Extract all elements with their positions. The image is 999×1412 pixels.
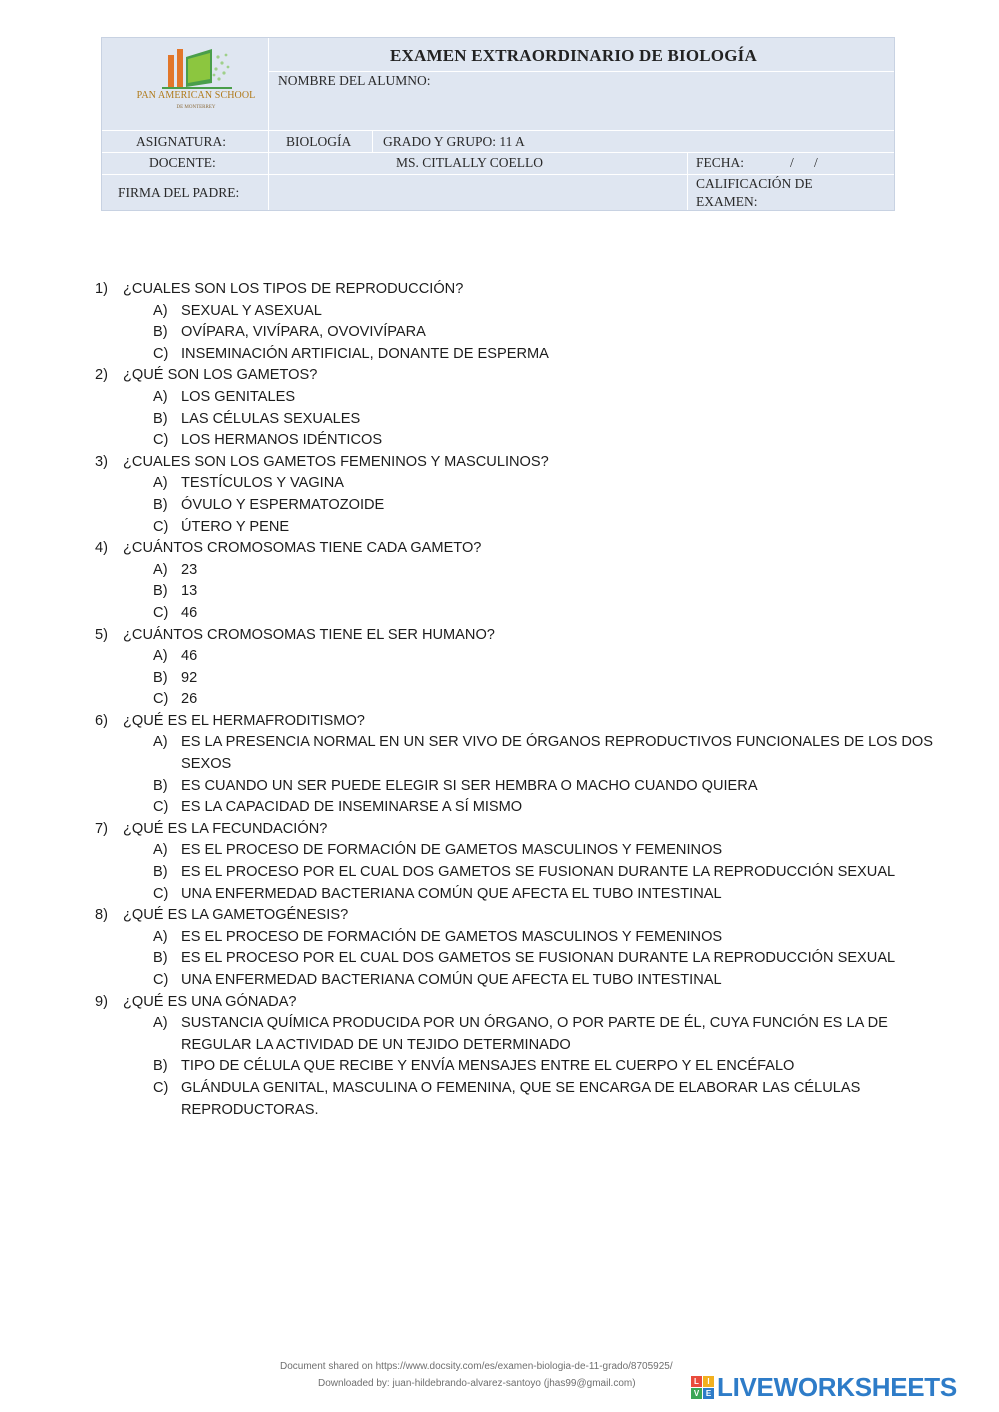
option-text: 92 — [181, 669, 198, 686]
shared-notice: Document shared on https://www.docsity.com/es/examen-biologia-de-11-grado/8705925/ — [280, 1361, 673, 1372]
answer-option[interactable] — [95, 689, 935, 711]
option-letter: C) — [153, 345, 169, 362]
option-letter: B) — [153, 864, 168, 881]
option-text: UNA ENFERMEDAD BACTERIANA COMÚN QUE AFECTA EL TUBO INTESTINAL — [181, 885, 722, 902]
option-letter: B) — [153, 583, 168, 600]
school-logo-subtext: DE MONTERREY — [176, 105, 216, 110]
question-5 — [95, 625, 935, 647]
answer-option[interactable] — [95, 732, 935, 775]
divider — [102, 152, 894, 153]
option-letter: A) — [153, 561, 168, 578]
answer-option[interactable] — [95, 884, 935, 906]
school-logo-text: PAN AMERICAN SCHOOL — [136, 90, 256, 101]
divider — [372, 130, 373, 152]
option-letter: A) — [153, 302, 168, 319]
option-letter: C) — [153, 1079, 169, 1096]
option-text: INSEMINACIÓN ARTIFICIAL, DONANTE DE ESPERMA — [181, 345, 549, 362]
answer-option[interactable] — [95, 970, 935, 992]
brand-tile: V — [691, 1388, 702, 1399]
option-letter: A) — [153, 842, 168, 859]
answer-option[interactable] — [95, 387, 935, 409]
question-text: ¿CUÁNTOS CROMOSOMAS TIENE CADA GAMETO? — [123, 540, 482, 557]
question-7 — [95, 819, 935, 841]
teacher-value: MS. CITLALLY COELLO — [396, 155, 544, 170]
option-letter: A) — [153, 475, 168, 492]
question-8 — [95, 905, 935, 927]
answer-option[interactable] — [95, 581, 935, 603]
answer-option[interactable] — [95, 1056, 935, 1078]
answer-option[interactable] — [95, 473, 935, 495]
answer-option[interactable] — [95, 430, 935, 452]
divider — [102, 130, 894, 131]
answer-option[interactable] — [95, 322, 935, 344]
answer-option[interactable] — [95, 344, 935, 366]
question-list — [95, 279, 935, 1121]
option-text: SEXUAL Y ASEXUAL — [181, 302, 322, 319]
liveworksheets-logo — [691, 1371, 957, 1403]
option-text: 23 — [181, 561, 198, 578]
option-text: 13 — [181, 583, 198, 600]
answer-option[interactable] — [95, 840, 935, 862]
question-number: 2) — [95, 367, 108, 384]
option-text: LOS GENITALES — [181, 388, 296, 405]
answer-option[interactable] — [95, 646, 935, 668]
exam-title: EXAMEN EXTRAORDINARIO DE BIOLOGÍA — [390, 46, 757, 65]
option-text: SUSTANCIA QUÍMICA PRODUCIDA POR UN ÓRGANO, O POR PARTE DE ÉL, CUYA FUNCIÓN ES LA DE REGULAR LA ACTIVIDAD DE UN TEJIDO DETERMINADO — [181, 1015, 888, 1053]
answer-option[interactable] — [95, 517, 935, 539]
question-text: ¿QUÉ ES UNA GÓNADA? — [123, 993, 297, 1010]
subject-value: BIOLOGÍA — [286, 134, 352, 149]
option-letter: B) — [153, 324, 168, 341]
question-text: ¿QUÉ ES EL HERMAFRODITISMO? — [123, 712, 365, 729]
question-text: ¿CUÁNTOS CROMOSOMAS TIENE EL SER HUMANO? — [123, 626, 495, 643]
option-text: 46 — [181, 648, 198, 665]
option-letter: B) — [153, 496, 168, 513]
option-letter: C) — [153, 799, 169, 816]
question-text: ¿CUALES SON LOS GAMETOS FEMENINOS Y MASCULINOS? — [123, 453, 549, 470]
answer-option[interactable] — [95, 301, 935, 323]
question-text: ¿QUÉ ES LA GAMETOGÉNESIS? — [123, 907, 349, 924]
option-text: OVÍPARA, VIVÍPARA, OVOVIVÍPARA — [181, 324, 426, 341]
parent-signature-label: FIRMA DEL PADRE: — [118, 185, 240, 200]
option-text: TESTÍCULOS Y VAGINA — [181, 475, 345, 492]
question-text: ¿CUALES SON LOS TIPOS DE REPRODUCCIÓN? — [123, 281, 464, 297]
question-text: ¿QUÉ SON LOS GAMETOS? — [123, 367, 318, 384]
brand-tile: L — [691, 1376, 702, 1387]
option-letter: C) — [153, 885, 169, 902]
answer-option[interactable] — [95, 862, 935, 884]
divider — [102, 174, 894, 175]
answer-option[interactable] — [95, 776, 935, 798]
option-text: ÚTERO Y PENE — [181, 518, 290, 535]
option-letter: C) — [153, 518, 169, 535]
option-text: GLÁNDULA GENITAL, MASCULINA O FEMENINA, QUE SE ENCARGA DE ELABORAR LAS CÉLULAS REPRODUCTORAS. — [181, 1079, 861, 1118]
option-text: 46 — [181, 604, 198, 621]
option-text: TIPO DE CÉLULA QUE RECIBE Y ENVÍA MENSAJES ENTRE EL CUERPO Y EL ENCÉFALO — [181, 1058, 795, 1075]
question-2 — [95, 365, 935, 387]
date-label: FECHA: — [696, 155, 745, 170]
option-letter: A) — [153, 928, 168, 945]
download-notice: Downloaded by: juan-hildebrando-alvarez-santoyo (jhas99@gmail.com) — [318, 1378, 636, 1389]
question-number: 5) — [95, 626, 108, 643]
option-text: ES LA CAPACIDAD DE INSEMINARSE A SÍ MISMO — [181, 799, 523, 816]
school-logo — [126, 45, 266, 115]
option-letter: C) — [153, 432, 169, 449]
brand-tile: E — [703, 1388, 714, 1399]
subject-label: ASIGNATURA: — [136, 134, 227, 149]
option-letter: C) — [153, 691, 169, 708]
question-4 — [95, 538, 935, 560]
question-6 — [95, 711, 935, 733]
option-letter: B) — [153, 950, 168, 967]
exam-grade-label-line1: CALIFICACIÓN DE — [696, 176, 813, 191]
exam-grade-label-line2: EXAMEN: — [696, 194, 758, 209]
answer-option[interactable] — [95, 1013, 935, 1056]
teacher-label: DOCENTE: — [149, 155, 216, 170]
divider — [268, 38, 269, 210]
option-text: LAS CÉLULAS SEXUALES — [181, 410, 361, 427]
question-number: 1) — [95, 281, 108, 297]
answer-option[interactable] — [95, 560, 935, 582]
question-number: 6) — [95, 712, 108, 729]
question-3 — [95, 452, 935, 474]
answer-option[interactable] — [95, 1078, 935, 1121]
option-text: ÓVULO Y ESPERMATOZOIDE — [181, 496, 385, 513]
answer-option[interactable] — [95, 603, 935, 625]
option-letter: B) — [153, 1058, 168, 1075]
student-name-label: NOMBRE DEL ALUMNO: — [278, 73, 431, 88]
option-text: ES LA PRESENCIA NORMAL EN UN SER VIVO DE ÓRGANOS REPRODUCTIVOS FUNCIONALES DE LOS DOS SEXOS — [181, 734, 934, 773]
option-text: LOS HERMANOS IDÉNTICOS — [181, 432, 383, 449]
option-letter: C) — [153, 972, 169, 988]
liveworksheets-tiles-icon — [691, 1376, 714, 1399]
question-text: ¿QUÉ ES LA FECUNDACIÓN? — [123, 820, 328, 837]
option-letter: B) — [153, 669, 168, 686]
option-letter: A) — [153, 648, 168, 665]
option-text: ES EL PROCESO DE FORMACIÓN DE GAMETOS MASCULINOS Y FEMENINOS — [181, 928, 723, 945]
option-text: ES EL PROCESO POR EL CUAL DOS GAMETOS SE FUSIONAN DURANTE LA REPRODUCCIÓN SEXUAL — [181, 950, 896, 967]
option-letter: A) — [153, 1015, 168, 1032]
answer-option[interactable] — [95, 948, 935, 970]
question-number: 7) — [95, 820, 108, 837]
answer-option[interactable] — [95, 668, 935, 690]
option-text: UNA ENFERMEDAD BACTERIANA COMÚN QUE AFECTA EL TUBO INTESTINAL — [181, 972, 722, 988]
exam-header-table — [101, 37, 895, 211]
question-9 — [95, 992, 935, 1014]
option-text: ES EL PROCESO DE FORMACIÓN DE GAMETOS MASCULINOS Y FEMENINOS — [181, 842, 723, 859]
divider — [687, 152, 688, 210]
question-number: 8) — [95, 907, 108, 924]
brand-tile: I — [703, 1376, 714, 1387]
option-text: ES CUANDO UN SER PUEDE ELEGIR SI SER HEMBRA O MACHO CUANDO QUIERA — [181, 777, 758, 794]
answer-option[interactable] — [95, 797, 935, 819]
school-logo-icon — [126, 45, 266, 93]
option-letter: B) — [153, 777, 168, 794]
question-number: 3) — [95, 453, 108, 470]
liveworksheets-wordmark: LIVEWORKSHEETS — [717, 1371, 957, 1402]
question-1 — [95, 279, 935, 301]
answer-option[interactable] — [95, 409, 935, 431]
date-value: / / — [790, 155, 818, 170]
option-letter: B) — [153, 410, 168, 427]
option-letter: A) — [153, 734, 168, 751]
answer-option[interactable] — [95, 495, 935, 517]
option-letter: A) — [153, 388, 168, 405]
option-text: 26 — [181, 691, 198, 708]
divider — [268, 71, 894, 72]
option-text: ES EL PROCESO POR EL CUAL DOS GAMETOS SE FUSIONAN DURANTE LA REPRODUCCIÓN SEXUAL — [181, 864, 896, 881]
question-number: 9) — [95, 993, 108, 1010]
grade-group-label: GRADO Y GRUPO: 11 A — [383, 134, 525, 149]
answer-option[interactable] — [95, 927, 935, 949]
option-letter: C) — [153, 604, 169, 621]
question-number: 4) — [95, 540, 108, 557]
